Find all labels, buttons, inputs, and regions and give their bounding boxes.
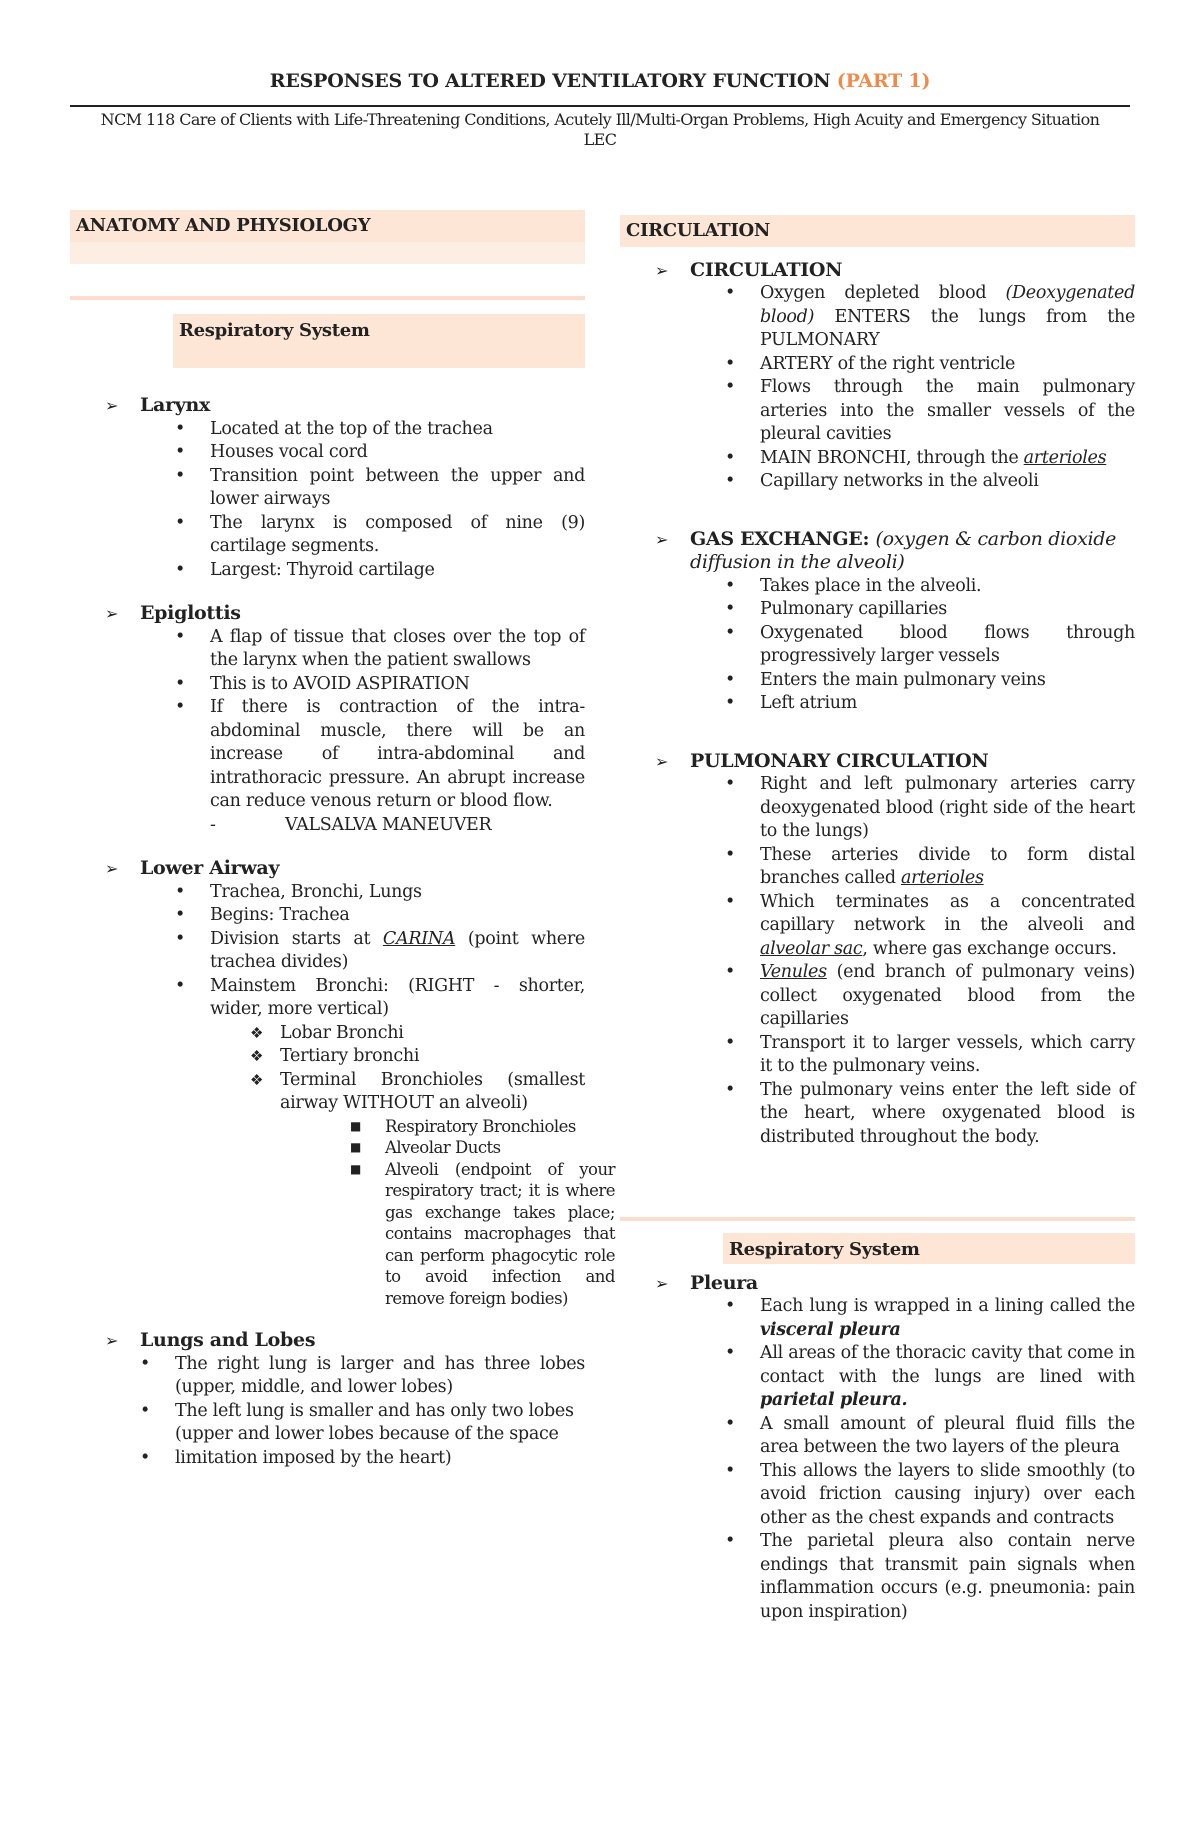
sub-sub-list-item xyxy=(350,1137,615,1159)
list-item xyxy=(175,465,585,512)
diamond-bullet-icon: ❖ xyxy=(250,1047,264,1065)
bullet-icon: • xyxy=(725,1079,736,1100)
list-text: Transition point between the upper and lower airways xyxy=(210,465,585,509)
arrow-bullet-icon: ➢ xyxy=(105,604,119,623)
list-text: Terminal Bronchioles (smallest airway WITHOUT an alveoli) xyxy=(280,1069,585,1113)
section-band xyxy=(70,242,585,264)
list-text: Which terminates as a concentrated capillary network in the alveoli and xyxy=(760,891,1135,935)
bullet-icon: • xyxy=(140,1400,151,1421)
bullet-icon: • xyxy=(725,622,736,643)
list-text: This is to AVOID ASPIRATION xyxy=(210,673,470,694)
list-item xyxy=(725,1079,1135,1150)
dash-icon: - xyxy=(210,814,216,835)
title-main: RESPONSES TO ALTERED VENTILATORY FUNCTION xyxy=(269,70,831,92)
sub-sub-list-item xyxy=(350,1116,615,1138)
list-item xyxy=(175,881,585,905)
list-item xyxy=(725,376,1135,447)
list-text: A small amount of pleural fluid fills the area between the two layers of the pleura xyxy=(760,1413,1135,1457)
topic-title: Larynx xyxy=(140,394,211,416)
title-rule xyxy=(70,105,1130,107)
bullet-icon: • xyxy=(175,975,186,996)
subsection-wrap xyxy=(70,314,585,369)
diamond-bullet-icon: ❖ xyxy=(250,1023,264,1042)
sub-list-item xyxy=(250,1022,585,1046)
bullet-icon: • xyxy=(725,447,736,468)
list-text: Largest: Thyroid cartilage xyxy=(210,559,435,580)
bullet-icon: • xyxy=(175,673,186,694)
list-item xyxy=(140,1400,585,1447)
list-text-italic: (Deoxygenated blood) xyxy=(760,283,1135,327)
pulmonary-list xyxy=(620,773,1135,1149)
visceral-pleura-term: visceral pleura xyxy=(760,1319,901,1340)
arrow-bullet-icon: ➢ xyxy=(655,751,669,771)
list-text: Enters the main pulmonary veins xyxy=(760,669,1046,690)
topic-gas-exchange xyxy=(620,528,1135,575)
bullet-icon: • xyxy=(725,891,736,912)
bullet-icon: • xyxy=(175,928,186,949)
subsection-heading: Respiratory System xyxy=(723,1233,1135,1264)
list-text: Oxygen depleted blood xyxy=(760,283,1006,303)
bullet-icon: • xyxy=(725,1531,736,1551)
list-item xyxy=(725,1032,1135,1079)
bullet-icon: • xyxy=(140,1447,151,1468)
topic-pulmonary-circulation xyxy=(620,750,1135,774)
list-text: Takes place in the alveoli. xyxy=(760,575,982,596)
list-text: The pulmonary veins enter the left side of the heart, where oxygenated blood is distributed throughout the body. xyxy=(760,1079,1135,1147)
circulation-list xyxy=(620,282,1135,494)
list-item xyxy=(725,353,1135,377)
list-item xyxy=(725,669,1135,693)
bullet-icon: • xyxy=(175,512,186,533)
topic-title: Lower Airway xyxy=(140,857,280,879)
list-text: Alveoli (endpoint of your respiratory tract; it is where gas exchange takes place; contains macrophages that can perform phagocytic role to avoid infection and remove foreign bodies) xyxy=(385,1159,615,1308)
list-text: Begins: Trachea xyxy=(210,905,350,925)
bullet-icon: • xyxy=(175,626,186,647)
list-text: The right lung is larger and has three lobes (upper, middle, and lower lobes) xyxy=(175,1353,585,1397)
list-item xyxy=(175,512,585,559)
list-text: Division starts at xyxy=(210,928,383,949)
list-item xyxy=(725,1342,1135,1413)
list-item xyxy=(725,575,1135,599)
subsection-heading: Respiratory System xyxy=(173,314,585,345)
dash-item xyxy=(70,814,585,838)
bullet-icon: • xyxy=(175,442,186,462)
list-item xyxy=(725,1295,1135,1342)
arterioles-term: arterioles xyxy=(901,868,984,888)
larynx-list xyxy=(70,418,585,583)
bullet-icon: • xyxy=(725,962,736,982)
bullet-icon: • xyxy=(175,881,186,902)
list-item xyxy=(175,418,585,442)
list-text: Mainstem Bronchi: (RIGHT - shorter, wider, more vertical) xyxy=(210,975,585,1019)
lungs-list xyxy=(70,1353,585,1471)
list-item xyxy=(725,470,1135,494)
list-text: Flows through the main pulmonary arteries into the smaller vessels of the pleural cavities xyxy=(760,377,1135,444)
topic-title: GAS EXCHANGE: xyxy=(690,527,870,550)
topic-title: Epiglottis xyxy=(140,602,241,624)
list-item xyxy=(175,441,585,465)
list-text: Tertiary bronchi xyxy=(280,1046,420,1066)
alveolar-sac-term: alveolar sac xyxy=(760,938,863,959)
list-item xyxy=(175,673,585,697)
section-heading-circulation: CIRCULATION xyxy=(620,215,1135,247)
list-item xyxy=(725,447,1135,471)
list-text: limitation imposed by the heart) xyxy=(175,1447,452,1468)
list-text: If there is contraction of the intra-abdominal muscle, there will be an increase of intra-abdominal and intrathoracic pressure. An abrupt increase can reduce venous return or blood flow. xyxy=(210,697,585,811)
dash-text: VALSALVA MANEUVER xyxy=(285,814,492,835)
bullet-icon: • xyxy=(725,774,736,794)
bullet-icon: • xyxy=(140,1353,151,1374)
list-text: Each lung is wrapped in a lining called the xyxy=(760,1296,1135,1316)
lower-airway-list xyxy=(70,881,615,1310)
list-text: Oxygenated blood flows through progressively larger vessels xyxy=(760,622,1135,666)
list-text: Right and left pulmonary arteries carry deoxygenated blood (right side of the heart to the lungs) xyxy=(760,774,1135,841)
bullet-icon: • xyxy=(725,844,736,865)
arrow-bullet-icon: ➢ xyxy=(105,396,119,415)
list-item xyxy=(725,598,1135,622)
list-item xyxy=(725,773,1135,844)
bullet-icon: • xyxy=(725,1413,736,1434)
arrow-bullet-icon: ➢ xyxy=(655,1273,669,1293)
list-text: All areas of the thoracic cavity that come in contact with the lungs are lined with xyxy=(760,1343,1135,1387)
epiglottis-list xyxy=(70,626,585,814)
topic-title: Lungs and Lobes xyxy=(140,1329,316,1351)
list-text: The larynx is composed of nine (9) cartilage segments. xyxy=(210,512,585,556)
list-text: , where gas exchange occurs. xyxy=(862,938,1117,959)
list-text: (point where trachea divides) xyxy=(210,928,585,972)
topic-lungs-lobes xyxy=(70,1329,585,1353)
list-text: Left atrium xyxy=(760,693,858,713)
list-item xyxy=(175,626,585,673)
list-item xyxy=(725,1530,1135,1624)
list-item xyxy=(725,622,1135,669)
list-item xyxy=(175,559,585,583)
list-item xyxy=(725,961,1135,1032)
list-text: These arteries divide to form distal branches called xyxy=(760,844,1135,888)
topic-larynx xyxy=(70,394,585,418)
bullet-icon: • xyxy=(725,669,736,690)
bullet-icon: • xyxy=(175,559,186,580)
list-text: A flap of tissue that closes over the top of the larynx when the patient swallows xyxy=(210,626,585,670)
list-item xyxy=(725,282,1135,353)
topic-title: CIRCULATION xyxy=(690,258,843,281)
section-heading-anatomy: ANATOMY AND PHYSIOLOGY xyxy=(70,210,585,242)
topic-circulation xyxy=(620,259,1135,283)
bronchioles-sublist xyxy=(280,1116,615,1310)
bullet-icon: • xyxy=(175,697,186,717)
subsection-wrap xyxy=(620,1233,1135,1264)
course-subtitle xyxy=(70,110,1130,150)
square-bullet-icon: ■ xyxy=(350,1161,361,1176)
bullet-icon: • xyxy=(725,1460,736,1481)
list-text: MAIN BRONCHI, through the xyxy=(760,447,1024,468)
right-column xyxy=(620,215,1135,1624)
list-text: Located at the top of the trachea xyxy=(210,418,493,439)
sub-list-item xyxy=(250,1069,615,1310)
list-item xyxy=(725,844,1135,891)
list-text: Trachea, Bronchi, Lungs xyxy=(210,881,422,902)
bullet-icon: • xyxy=(725,471,736,491)
bullet-icon: • xyxy=(725,283,736,303)
topic-title: Pleura xyxy=(690,1271,758,1294)
bullet-icon: • xyxy=(175,465,186,486)
square-bullet-icon: ■ xyxy=(350,1118,361,1133)
arrow-bullet-icon: ➢ xyxy=(105,1331,119,1350)
list-item xyxy=(725,692,1135,716)
bronchi-sublist xyxy=(210,1022,615,1310)
list-item xyxy=(175,904,585,928)
arrow-bullet-icon: ➢ xyxy=(655,529,669,549)
sub-sub-list-item xyxy=(350,1159,615,1310)
list-text: Alveolar Ducts xyxy=(385,1138,501,1157)
list-item xyxy=(725,1413,1135,1460)
course-name: NCM 118 Care of Clients with Life-Threatening Conditions, Acutely Ill/Multi-Organ Problems, High Acuity and Emergency Situation xyxy=(100,110,1100,129)
list-item xyxy=(140,1447,585,1471)
bullet-icon: • xyxy=(725,599,736,619)
diamond-bullet-icon: ❖ xyxy=(250,1070,264,1089)
list-text: Pulmonary capillaries xyxy=(760,599,947,619)
bullet-icon: • xyxy=(725,1343,736,1363)
left-column xyxy=(70,210,615,1470)
subsection-band xyxy=(173,344,585,368)
topic-note: (oxygen & carbon dioxide diffusion in the alveoli) xyxy=(690,527,1117,573)
gas-exchange-list xyxy=(620,575,1135,716)
list-text: Houses vocal cord xyxy=(210,442,368,462)
bullet-icon: • xyxy=(725,1296,736,1316)
list-item xyxy=(725,891,1135,962)
arrow-bullet-icon: ➢ xyxy=(105,859,119,878)
list-text: The left lung is smaller and has only two lobes (upper and lower lobes because of the space xyxy=(175,1400,574,1444)
bullet-icon: • xyxy=(725,353,736,374)
list-text: ENTERS the lungs from the PULMONARY xyxy=(760,306,1135,350)
list-item xyxy=(175,696,585,814)
bullet-icon: • xyxy=(725,575,736,596)
page-title xyxy=(70,70,1130,92)
title-part: (PART 1) xyxy=(836,70,931,92)
list-text: Transport it to larger vessels, which carry it to the pulmonary veins. xyxy=(760,1032,1135,1076)
list-text: ARTERY of the right ventricle xyxy=(760,353,1016,374)
topic-pleura xyxy=(620,1272,1135,1296)
parietal-pleura-term: parietal pleura. xyxy=(760,1390,908,1410)
list-text: (end branch of pulmonary veins) collect oxygenated blood from the capillaries xyxy=(760,962,1135,1029)
list-text: Lobar Bronchi xyxy=(280,1022,404,1043)
bullet-icon: • xyxy=(725,693,736,713)
square-bullet-icon: ■ xyxy=(350,1140,361,1154)
topic-epiglottis xyxy=(70,602,585,626)
bullet-icon: • xyxy=(175,905,186,925)
topic-lower-airway xyxy=(70,857,585,881)
arterioles-term: arterioles xyxy=(1023,447,1107,468)
list-text: The parietal pleura also contain nerve endings that transmit pain signals when inflammation occurs (e.g. pneumonia: pain upon inspiration) xyxy=(760,1531,1135,1622)
bullet-icon: • xyxy=(175,418,186,439)
list-text: This allows the layers to slide smoothly (to avoid friction causing injury) over each other as the chest expands and contracts xyxy=(760,1460,1135,1528)
list-item xyxy=(725,1460,1135,1531)
carina-term: CARINA xyxy=(382,928,456,949)
list-text: Respiratory Bronchioles xyxy=(385,1116,576,1136)
topic-title: PULMONARY CIRCULATION xyxy=(690,749,989,772)
bullet-icon: • xyxy=(725,1032,736,1053)
sub-list-item xyxy=(250,1045,585,1069)
course-type: LEC xyxy=(583,130,617,149)
arrow-bullet-icon: ➢ xyxy=(655,260,669,280)
list-text: Capillary networks in the alveoli xyxy=(760,471,1039,491)
list-item xyxy=(175,975,615,1310)
list-item xyxy=(175,928,585,975)
bullet-icon: • xyxy=(725,377,736,397)
venules-term: Venules xyxy=(760,962,827,982)
pleura-list xyxy=(620,1295,1135,1624)
list-item xyxy=(140,1353,585,1400)
